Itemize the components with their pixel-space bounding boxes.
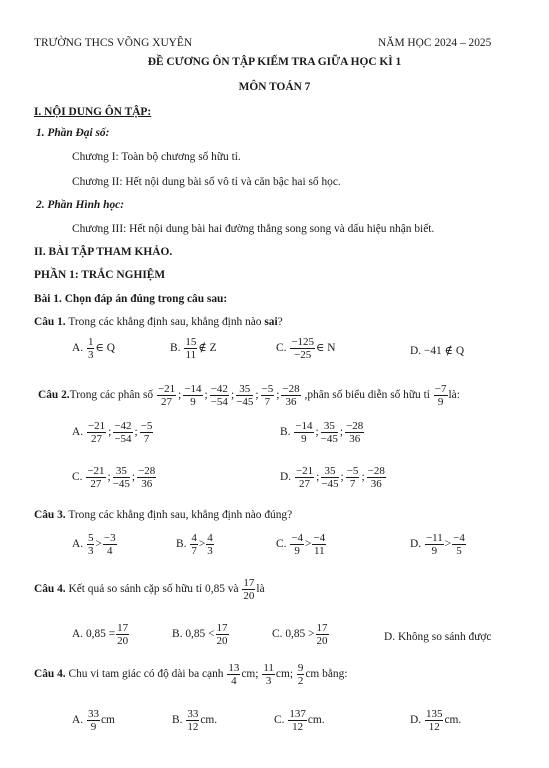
chapter3-text: Chương III: Hết nội dung bài hai đường thẳng song song và dấu hiệu nhận biết.: [72, 223, 435, 235]
school-name: TRƯỜNG THCS VÕNG XUYÊN: [34, 37, 193, 49]
fraction: [140, 420, 154, 445]
question1: [34, 315, 283, 329]
denominator: −45: [320, 433, 338, 445]
question1-text: Trong các khẳng định sau, khẳng định nào: [68, 316, 265, 328]
denominator: 9: [294, 545, 300, 557]
section2-heading: II. BÀI TẬP THAM KHẢO.: [34, 246, 173, 258]
numerator: 4: [191, 532, 197, 544]
numerator: 33: [187, 708, 199, 720]
question2-text-cont: ,phân số biểu diễn số hữu tỉ: [304, 389, 430, 402]
option-letter: D.: [410, 714, 422, 727]
q1-option-a[interactable]: [72, 336, 115, 361]
numerator: −4: [313, 532, 326, 544]
fraction: [434, 383, 448, 408]
question4-compare: [34, 577, 265, 602]
q4b-option-b[interactable]: [172, 708, 217, 733]
q3-option-d[interactable]: [410, 532, 467, 557]
denominator: 2: [297, 675, 304, 687]
fraction: [157, 383, 176, 408]
numerator: −5: [346, 465, 359, 477]
comparison-operator: >: [305, 538, 312, 551]
numerator: 17: [117, 622, 129, 634]
question3-label: Câu 3.: [34, 509, 66, 521]
option-prefix: 0,85 >: [285, 628, 315, 641]
option-letter: A.: [72, 538, 84, 551]
fraction: [87, 420, 106, 445]
q3-option-b[interactable]: [176, 532, 215, 557]
fraction: [116, 622, 129, 647]
q2-option-c[interactable]: C. $\frac{-21}{27}$ ; $\frac{35}{-45}$ ; $\frac{-28}{36}$: [72, 465, 156, 490]
q2-option-a[interactable]: A. $\frac{-21}{27}$ ; $\frac{-42}{-54}$ ; $\frac{-5}{7}$: [72, 420, 153, 445]
option-letter: C.: [72, 471, 83, 484]
numerator: −11: [425, 532, 443, 544]
fraction: [288, 708, 307, 733]
chapter2-text: Chương II: Hết nội dung bài số vô tỉ và căn bậc hai số học.: [72, 176, 341, 188]
option-prefix: 0,85 <: [185, 628, 215, 641]
unit-text: cm.: [307, 714, 325, 727]
numerator: 11: [263, 662, 274, 674]
numerator: −28: [346, 420, 364, 432]
q4a-option-d[interactable]: [384, 630, 491, 644]
denominator: 12: [187, 721, 199, 733]
numerator: 35: [321, 420, 338, 433]
fraction: [113, 420, 132, 445]
fraction: [367, 465, 386, 490]
fraction: [321, 465, 338, 490]
numerator: −21: [87, 465, 105, 477]
comparison-operator: >: [444, 538, 452, 551]
option-letter: B.: [172, 628, 183, 641]
denominator: 9: [301, 433, 307, 445]
question4-text: Chu vi tam giác có độ dài ba cạnh: [68, 668, 224, 681]
numerator: 13: [228, 662, 240, 674]
numerator: −28: [138, 465, 156, 477]
school-year: NĂM HỌC 2024 – 2025: [378, 37, 492, 49]
q2-option-b[interactable]: B. $\frac{-14}{9}$ ; $\frac{35}{-45}$ ; $\frac{-28}{36}$: [280, 420, 364, 445]
fraction: [294, 420, 313, 445]
fraction: [316, 622, 329, 647]
numerator: 4: [207, 532, 213, 544]
question2: [38, 383, 460, 408]
denominator: 3: [87, 545, 94, 557]
part2-heading: 2. Phần Hình học:: [36, 199, 124, 211]
numerator: 135: [425, 708, 443, 720]
fraction: [186, 708, 199, 733]
fraction: [87, 532, 95, 557]
option-text: −41 ∉ Q: [423, 345, 465, 357]
option-letter: B.: [176, 538, 187, 551]
option-letter: B.: [172, 714, 183, 727]
chapter1-text: Chương I: Toàn bộ chương số hữu tỉ.: [72, 151, 241, 163]
fraction: [346, 465, 360, 490]
denominator: −45: [321, 478, 339, 490]
numerator: −21: [295, 465, 314, 477]
unit-text: cm bằng:: [305, 668, 348, 681]
q1-option-d[interactable]: [410, 344, 464, 358]
denominator: −54: [210, 396, 228, 408]
q2-option-d[interactable]: D. $\frac{-21}{27}$ ; $\frac{35}{-45}$ ; $\frac{-5}{7}$ ; $\frac{-28}{36}$: [280, 465, 385, 490]
denominator: 11: [185, 349, 197, 361]
denominator: 27: [91, 433, 103, 445]
question1-emphasis: sai: [264, 316, 278, 328]
numerator: −21: [87, 420, 106, 432]
numerator: −28: [282, 383, 300, 395]
option-letter: C.: [272, 628, 283, 641]
denominator: 20: [216, 635, 228, 647]
fraction: [103, 532, 117, 557]
denominator: 7: [191, 545, 197, 557]
numerator: 35: [236, 383, 253, 396]
denominator: 36: [349, 433, 361, 445]
fraction: [113, 465, 130, 490]
question2-fraction-list: $\frac{-21}{27}$ ; $\frac{-14}{9}$ ; $\frac{-42}{-54}$ ; $\frac{35}{-45}$ ; $\frac{-5}{7}$ ; $\frac{-28}{36}$: [157, 383, 300, 408]
fraction: [86, 465, 105, 490]
document-title: ĐỀ CƯƠNG ÔN TẬP KIỂM TRA GIỮA HỌC KÌ 1: [147, 56, 402, 68]
q4a-option-c[interactable]: [272, 622, 330, 647]
denominator: −54: [114, 433, 132, 445]
denominator: 27: [299, 478, 311, 490]
question3: [34, 508, 292, 522]
denominator: 7: [264, 396, 271, 408]
q4a-option-a[interactable]: [72, 622, 130, 647]
q4b-option-d[interactable]: [410, 708, 461, 733]
numerator: −5: [261, 383, 274, 395]
q3-option-a[interactable]: [72, 532, 118, 557]
unit-text: cm;: [241, 668, 259, 681]
question4-label: Câu 4.: [34, 668, 66, 681]
fraction: [206, 532, 214, 557]
question3-text: Trong các khẳng định sau, khẳng định nào đúng?: [68, 509, 293, 521]
comparison-operator: >: [198, 538, 206, 551]
denominator: 20: [117, 635, 129, 647]
fraction: [216, 622, 229, 647]
denominator: 27: [161, 396, 173, 408]
fraction: [242, 577, 255, 602]
question2-label: Câu 2.: [38, 389, 70, 402]
q1-option-b[interactable]: [170, 336, 217, 361]
fraction: [184, 336, 197, 361]
numerator: 15: [185, 336, 197, 348]
numerator: 35: [113, 465, 130, 478]
numerator: −125: [291, 336, 315, 348]
numerator: −4: [453, 532, 465, 544]
denominator: 20: [316, 635, 328, 647]
fraction: [290, 336, 315, 361]
fraction: [261, 383, 275, 408]
option-letter: A.: [72, 342, 84, 355]
numerator: −7: [434, 383, 447, 395]
numerator: 17: [243, 577, 255, 589]
fraction: [312, 532, 326, 557]
numerator: −14: [184, 383, 202, 395]
numerator: −21: [157, 383, 176, 395]
option-letter: D.: [384, 631, 396, 643]
fraction: [452, 532, 466, 557]
denominator: 12: [292, 721, 304, 733]
numerator: 35: [321, 465, 338, 478]
fraction: [262, 662, 275, 687]
fraction: [425, 532, 444, 557]
denominator: 9: [431, 545, 438, 557]
denominator: 12: [428, 721, 440, 733]
part1-heading: 1. Phần Đại số:: [36, 127, 110, 139]
numerator: −42: [210, 383, 228, 395]
fraction: [210, 383, 229, 408]
subject-title: MÔN TOÁN 7: [238, 81, 311, 93]
numerator: 17: [316, 622, 328, 634]
numerator: 33: [87, 708, 99, 720]
numerator: 137: [289, 708, 306, 720]
denominator: 11: [314, 545, 325, 557]
denominator: 4: [231, 675, 237, 687]
denominator: 9: [190, 396, 196, 408]
numerator: −5: [140, 420, 153, 432]
numerator: 1: [87, 336, 94, 348]
denominator: −45: [112, 478, 130, 490]
denominator: −25: [294, 349, 312, 361]
option-letter: A.: [72, 426, 84, 439]
denominator: 36: [141, 478, 153, 490]
denominator: 5: [456, 545, 462, 557]
fraction: [345, 420, 364, 445]
denominator: 9: [90, 721, 97, 733]
fraction: [281, 383, 300, 408]
numerator: 9: [297, 662, 304, 674]
multiple-choice-heading: PHẦN 1: TRẮC NGHIỆM: [34, 269, 166, 281]
option-letter: A.: [72, 628, 84, 641]
numerator: 17: [216, 622, 228, 634]
option-letter: B.: [170, 342, 181, 355]
question4-perimeter: [34, 662, 347, 687]
option-prefix: 0,85 =: [85, 628, 116, 641]
denominator: 7: [143, 433, 150, 445]
denominator: −45: [236, 396, 254, 408]
numerator: 5: [87, 532, 94, 544]
fraction: [295, 465, 314, 490]
option-relation: ∉ Z: [198, 342, 217, 355]
option-letter: D.: [410, 345, 422, 357]
denominator: 7: [349, 478, 356, 490]
fraction: [190, 532, 198, 557]
question1-mark: ?: [277, 316, 283, 328]
unit-text: cm: [100, 714, 115, 727]
fraction: [137, 465, 156, 490]
numerator: −4: [291, 532, 304, 544]
fraction: [425, 708, 444, 733]
numerator: −14: [295, 420, 313, 432]
unit-text: cm;: [275, 668, 294, 681]
question4-label: Câu 4.: [34, 583, 66, 596]
denominator: 36: [370, 478, 382, 490]
option-text: Không so sánh được: [397, 631, 492, 643]
q1-option-c[interactable]: [276, 336, 336, 361]
exercise1-heading: Bài 1. Chọn đáp án đúng trong câu sau:: [34, 293, 228, 305]
denominator: 20: [243, 590, 255, 602]
fraction: [321, 420, 338, 445]
question2-text-end: là:: [448, 389, 460, 402]
option-relation: ∈ N: [316, 342, 336, 355]
fraction: [87, 336, 95, 361]
option-letter: A.: [72, 714, 84, 727]
q4b-option-a[interactable]: [72, 708, 115, 733]
option-letter: C.: [276, 342, 287, 355]
option-letter: C.: [274, 714, 285, 727]
question4-text: Kết quả so sánh cặp số hữu tỉ 0,85 và: [68, 583, 239, 596]
numerator: −42: [114, 420, 132, 432]
denominator: 4: [106, 545, 113, 557]
fraction: [87, 708, 100, 733]
fraction: [290, 532, 304, 557]
unit-text: cm.: [444, 714, 462, 727]
fraction: [227, 662, 240, 687]
section1-heading: I. NỘI DUNG ÔN TẬP:: [34, 106, 152, 118]
fraction: [183, 383, 202, 408]
option-relation: ∈ Q: [95, 342, 115, 355]
q4b-option-c[interactable]: [274, 708, 325, 733]
comparison-operator: >: [95, 538, 102, 551]
denominator: 27: [90, 478, 102, 490]
denominator: 3: [87, 349, 94, 361]
fraction: [297, 662, 305, 687]
question2-text: Trong các phân số: [69, 389, 154, 402]
unit-text: cm.: [200, 714, 218, 727]
question1-label: Câu 1.: [34, 316, 66, 328]
denominator: 3: [265, 675, 272, 687]
option-letter: B.: [280, 426, 291, 439]
numerator: −3: [103, 532, 116, 544]
option-letter: C.: [276, 538, 287, 551]
option-letter: D.: [280, 471, 292, 484]
q4a-option-b[interactable]: [172, 622, 230, 647]
fraction: [236, 383, 253, 408]
denominator: 36: [285, 396, 297, 408]
option-letter: D.: [410, 538, 422, 551]
q3-option-c[interactable]: [276, 532, 327, 557]
question4-text-end: là: [256, 583, 265, 596]
denominator: 3: [207, 545, 213, 557]
numerator: −28: [367, 465, 385, 477]
denominator: 9: [437, 396, 444, 408]
